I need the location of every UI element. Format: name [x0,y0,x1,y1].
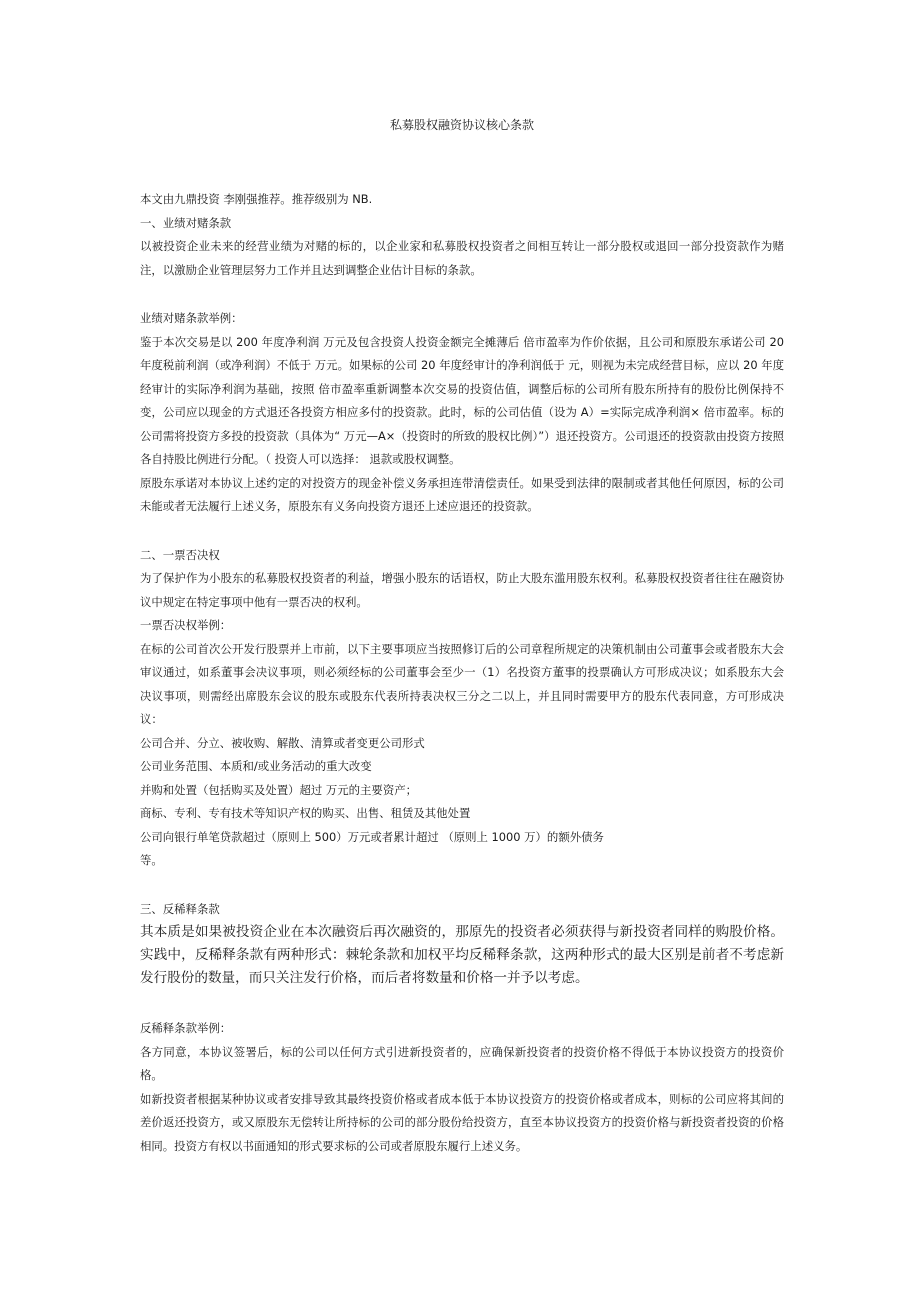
list-item: 公司合并、分立、被收购、解散、清算或者变更公司形式 [140,735,425,750]
document-body [140,188,784,1158]
section-3-example-label: 反稀释条款举例： [140,1021,232,1035]
list-item: 公司业务范围、本质和/或业务活动的重大改变 [140,759,372,773]
section-3-heading: 三、反稀释条款 [140,901,220,916]
section-1-example-paragraph: 鉴于本次交易是以 200 年度净利润 万元及包含投资人投资金额完全摊薄后 倍市盈率为作价依据，且公司和原股东承诺公司 20 年度税前利润（或净利润）不低于 万元。如果标的公司 20 年度经审计的净利润低于 元，则视为未完成经营目标，应以 20 年度经审计的实际净利润为基础，按照 倍市盈率重新调整本次交易的投资估值，调整后标的公司所有股东所持有的股份比例保持不变，公司应以现金的方式退还各投资方相应多付的投资款。此时，标的公司估值（设为 A）=实际完成净利润× 倍市盈率。标的公司需将投资方多投的投资款（具体为“ 万元—A×（投资时的所致的股权比例）”）退还投资方。公司退还的投资款由投资方按照各自持股比例进行分配。（ 投资人可以选择： 退款或股权调整。 [140,334,784,466]
section-1-heading: 一、业绩对赌条款 [140,215,232,230]
section-2-heading: 二、一票否决权 [140,547,220,562]
list-item: 并购和处置（包括购买及处置）超过 万元的主要资产； [140,782,417,797]
list-item: 公司向银行单笔贷款超过（原则上 500）万元或者累计超过 （原则上 1000 万）的额外债务 [140,829,604,844]
document-title: 私募股权融资协议核心条款 [389,118,534,132]
section-3-description: 其本质是如果被投资企业在本次融资后再次融资的，那原先的投资者必须获得与新投资者同样的购股价格。实践中，反稀释条款有两种形式：棘轮条款和加权平均反稀释条款，这两种形式的最大区别是前者不考虑新发行股份的数量，而只关注发行价格，而后者将数量和价格一并予以考虑。 [140,924,784,986]
section-1-description: 以被投资企业未来的经营业绩为对赌的标的，以企业家和私募股权投资者之间相互转让一部分股权或退回一部分投资款作为赌注，以激励企业管理层努力工作并且达到调整企业估计目标的条款。 [140,239,784,277]
section-3-example-paragraph: 如新投资者根据某种协议或者安排导致其最终投资价格或者成本低于本协议投资方的投资价格或者成本，则标的公司应将其间的差价返还投资方，或又原股东无偿转让所持标的公司的部分股份给投资方，直至本协议投资方的投资价格与新投资者投资的价格相同。投资方有权以书面通知的形式要求标的公司或者原股东履行上述义务。 [140,1091,784,1153]
section-2-description: 为了保护作为小股东的私募股权投资者的利益，增强小股东的话语权，防止大股东滥用股东权利。私募股权投资者往往在融资协议中规定在特定事项中他有一票否决的权利。 [140,571,784,609]
section-2-example-label: 一票否决权举例： [140,618,232,632]
section-2-example-paragraph: 在标的公司首次公开发行股票并上市前，以下主要事项应当按照修订后的公司章程所规定的决策机制由公司董事会或者股东大会审议通过，如系董事会决议事项，则必须经标的公司董事会至少一（1）名投资方董事的投票确认方可形成决议；如系股东大会决议事项，则需经出席股东会议的股东或股东代表所持表决权三分之二以上，并且同时需要甲方的股东代表同意，方可形成决议： [140,641,784,726]
section-1-example-paragraph: 原股东承诺对本协议上述约定的对投资方的现金补偿义务承担连带清偿责任。如果受到法律的限制或者其他任何原因，标的公司未能或者无法履行上述义务，原股东有义务向投资方退还上述应退还的投资款。 [140,475,784,513]
section-3-example-paragraph: 各方同意，本协议签署后，标的公司以任何方式引进新投资者的，应确保新投资者的投资价格不得低于本协议投资方的投资价格。 [140,1044,784,1082]
intro-line: 本文由九鼎投资 李刚强推荐。推荐级别为 NB. [140,192,373,206]
list-item: 等。 [140,853,163,867]
list-item: 商标、专利、专有技术等知识产权的购买、出售、租赁及其他处置 [140,806,471,820]
section-1-example-label: 业绩对赌条款举例： [140,311,243,325]
